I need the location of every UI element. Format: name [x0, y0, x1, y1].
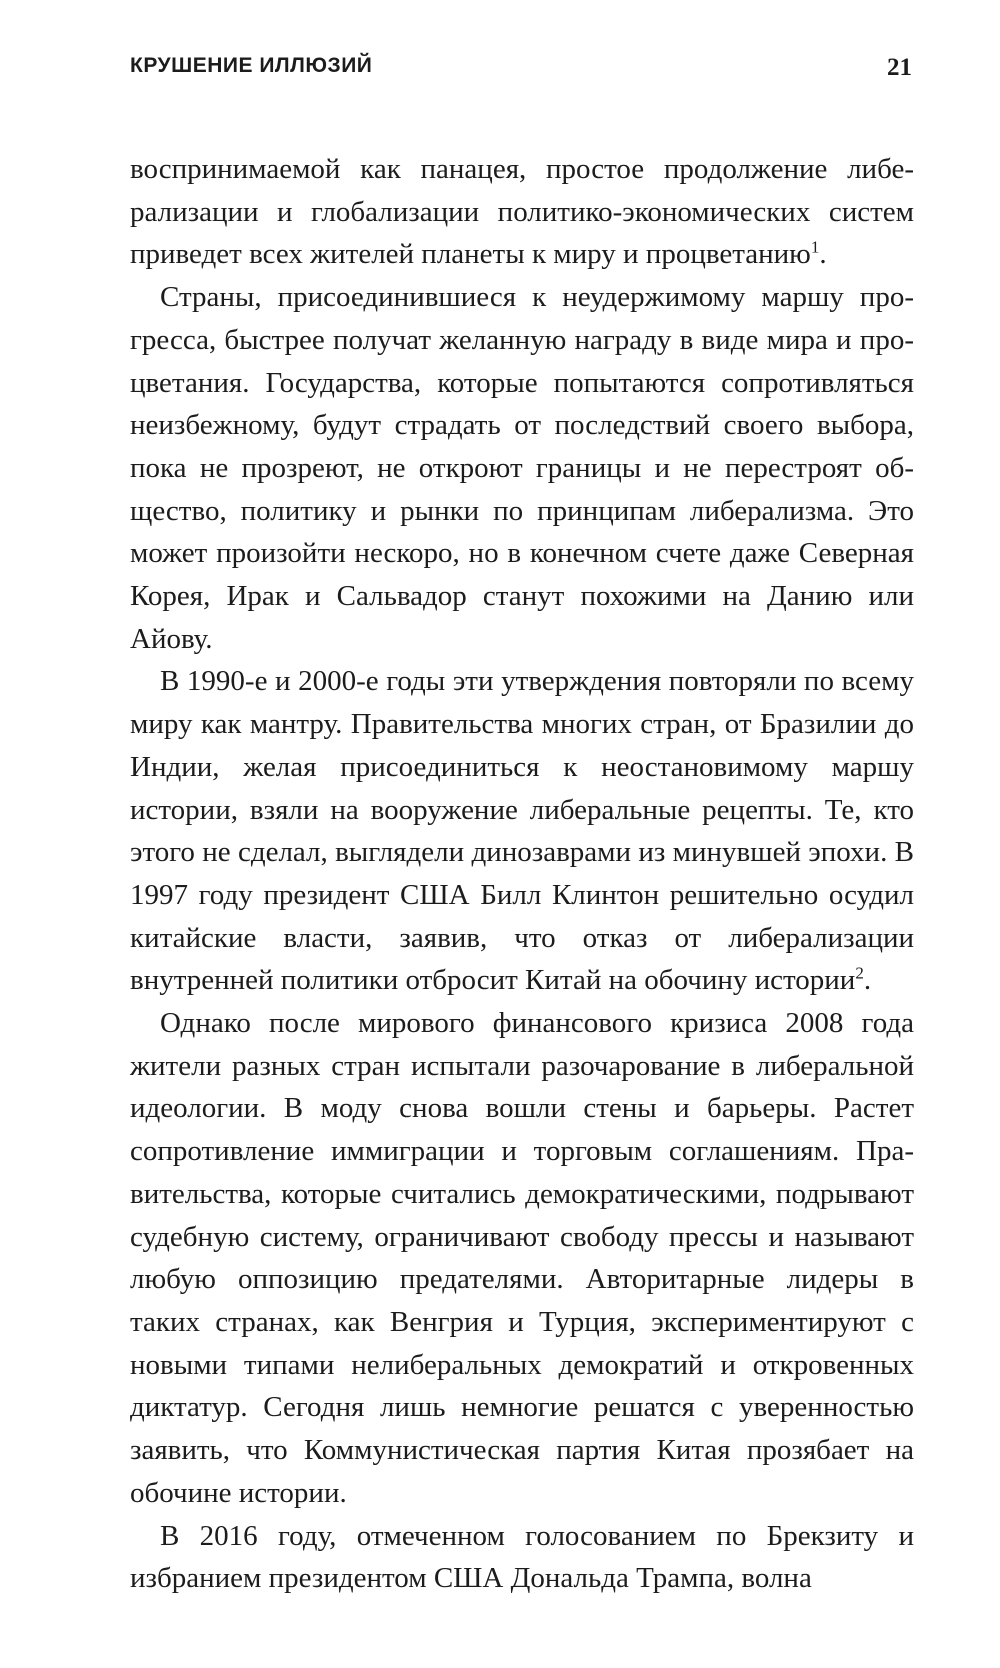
body-text: [130, 148, 914, 1600]
paragraph-1: [130, 148, 914, 276]
footnote-ref-1: 1: [810, 237, 820, 257]
paragraph-text: воспринимаемой как панацея, простое продолжение либерализации и глобализации политико-экономических систем приведет всех жителей планеты к миру и процветанию: [130, 153, 914, 271]
paragraph-end: .: [819, 238, 827, 271]
footnote-ref-2: 2: [855, 963, 864, 983]
paragraph-text: В 2016 году, отмеченном голосованием по Брекзиту и избранием президентом США Дональда Трампа, волна: [130, 1519, 914, 1595]
paragraph-4: [130, 1002, 914, 1514]
paragraph-text: Однако после мирового финансового кризиса 2008 года жители разных стран испытали разочарование в либеральной идеологии. В моду снова вошли стены и барьеры. Растет сопротивление иммиграции и торговым соглашениям. Правительства, которые считались демократическими, подрывают судебную систему, ограничивают свободу прессы и называют любую оппозицию предателями. Авторитарные лидеры в таких странах, как Венгрия и Турция, экспериментируют с новыми типами нелиберальных демократий и откровенных диктатур. Сегодня лишь немногие решатся с уверенностью заявить, что Коммунистическая партия Китая прозябает на обочине истории.: [130, 1007, 914, 1509]
paragraph-3: [130, 660, 914, 1002]
chapter-title: КРУШЕНИЕ ИЛЛЮЗИЙ: [130, 54, 373, 77]
page-number: 21: [887, 54, 912, 81]
paragraph-2: [130, 276, 914, 660]
paragraph-end: .: [863, 964, 872, 997]
paragraph-text: Страны, присоединившиеся к неудержимому маршу прогресса, быстрее получат желанную награду в виде мира и процветания. Государства, которые попытаются сопротивляться неизбежному, будут страдать от последствий своего выбора, пока не прозреют, не откроют границы и не перестроят общество, политику и рынки по принципам либерализма. Это может произойти нескоро, но в конечном счете даже Северная Корея, Ирак и Сальвадор станут похожими на Данию или Айову.: [130, 281, 914, 655]
paragraph-5: [130, 1515, 914, 1600]
running-head: [130, 54, 912, 94]
paragraph-text: В 1990-е и 2000-е годы эти утверждения повторяли по всему миру как мантру. Правительства многих стран, от Бразилии до Индии, желая присоединиться к неостановимому маршу истории, взяли на вооружение либеральные рецепты. Те, кто этого не сделал, выглядели динозаврами из минувшей эпохи. В 1997 году президент США Билл Клинтон решительно осудил китайские власти, заявив, что отказ от либерализации внутренней политики отбросит Китай на обочину истории: [130, 665, 914, 997]
